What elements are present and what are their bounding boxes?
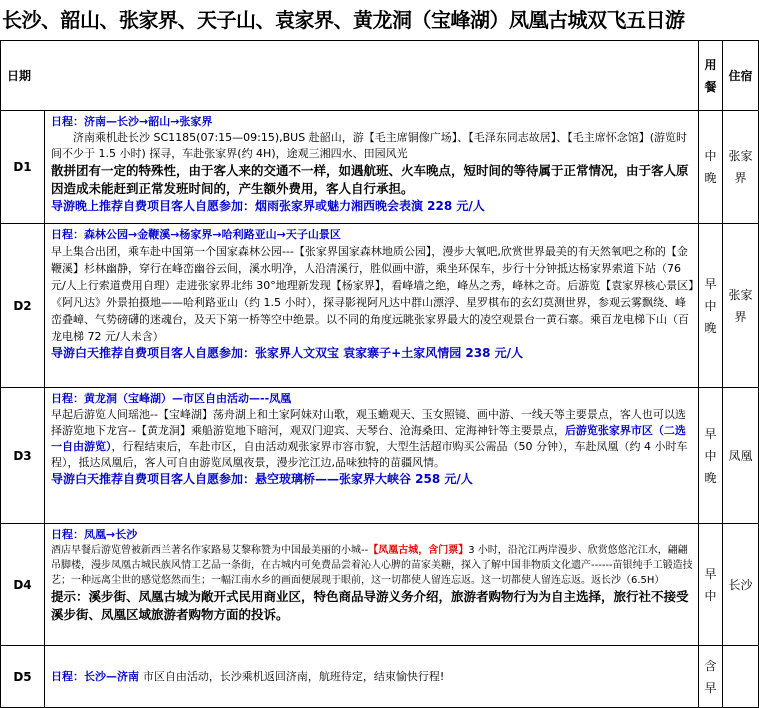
meal-cell: 含早 bbox=[699, 646, 723, 708]
stay-cell bbox=[723, 646, 759, 708]
day-content bbox=[45, 524, 699, 646]
day-label: D1 bbox=[1, 111, 45, 224]
description-main: 酒店早餐后游览曾被新西兰著名作家路易艾黎称赞为中国最美丽的小城-- bbox=[51, 545, 369, 556]
day-row-3 bbox=[1, 388, 759, 524]
recommendation: 导游白天推荐自费项目客人自愿参加：悬空玻璃桥——张家界大峡谷 258 元/人 bbox=[51, 472, 473, 486]
day-content bbox=[45, 111, 699, 224]
day-label: D2 bbox=[1, 224, 45, 388]
day-row-5 bbox=[1, 646, 759, 708]
route-line: 日程：长沙—济南 bbox=[51, 670, 139, 683]
day-row-4 bbox=[1, 524, 759, 646]
page-title: 长沙、韶山、张家界、天子山、袁家界、黄龙洞（宝峰湖）凤凰古城双飞五日游 bbox=[2, 8, 685, 32]
header-date: 日期 bbox=[1, 41, 699, 111]
day-row-2 bbox=[1, 224, 759, 388]
tip-text: 提示：溪步街、凤凰古城为敞开式民用商业区，特色商品导游义务介绍，旅游者购物行为为自主选择，旅行社不接受溪步街、凤凰区域旅游者购物方面的投诉。 bbox=[51, 589, 689, 622]
meal-cell: 中晚 bbox=[699, 111, 723, 224]
header-meal: 用餐 bbox=[699, 41, 723, 111]
route-line: 日程：济南—长沙→韶山→张家界 bbox=[51, 115, 213, 128]
description-highlight: 【凤凰古城，含门票】 bbox=[368, 545, 469, 556]
day-label: D5 bbox=[1, 646, 45, 708]
description: 早上集合出团，乘车赴中国第一个国家森林公园---【张家界国家森林地质公园】，漫步大氧吧,欣赏世界最美的有天然氧吧之称的【金鞭溪】杉林幽静，穿行在峰峦幽谷云间，溪水明净，人沿清溪行，胜似画中游，乘坐环保车，步行十分钟抵达杨家界索道下站（76 元/人上行索道费用自理）走进张家界北纬 30°地理新发现【杨家界】，看峰墙之绝，峰丛之秀，峰林之奇。后游览【袁家界核心景区】《阿凡达》外景拍摄地——哈利路亚山（约 1.5 小时），探寻影视阿凡达中群山漂浮、星罗棋布的玄幻莫测世界，参观云雾飘绕、峰峦叠嶂、气势磅礴的迷魂台，及天下第一桥等空中绝景。以不同的角度远眺张家界最大的凌空观景台一黄石寨。乘百龙电梯下山（百龙电梯 72 元/人未含） bbox=[51, 245, 694, 343]
itinerary-table bbox=[0, 40, 759, 708]
day-content bbox=[45, 224, 699, 388]
description-tail: ，行程结束后，车赴市区，自由活动观张家界市容市貌，大型生活超市购买公需品（50 分钟），车赴凤凰（约 4 小时车程），抵达凤凰后，客人可自由游览凤凰夜景，漫步沱江边,品味独特的苗疆风情。 bbox=[51, 440, 688, 469]
stay-cell: 张家界 bbox=[723, 224, 759, 388]
description bbox=[51, 407, 694, 471]
recommendation: 导游白天推荐自费项目客人自愿参加：张家界人文双宝 袁家寨子+土家风情园 238 元/人 bbox=[51, 346, 524, 360]
description bbox=[51, 543, 694, 588]
day-content bbox=[45, 646, 699, 708]
description-highlight: 后游览张家界市区（二选一自由游览） bbox=[51, 424, 686, 453]
route-line: 日程：森林公园→金鞭溪→杨家界→哈利路亚山→天子山景区 bbox=[51, 228, 341, 241]
day-content bbox=[45, 388, 699, 524]
description-main: 早起后游览人间瑶池--【宝峰湖】荡舟湖上和土家阿妹对山歌，观玉蟾观天、玉女照镜、画中游、一线天等主要景点，客人也可以选择游览地下龙宫--【黄龙洞】乘船游览地下暗河，观双门迎宾、天琴台、沧海桑田、定海神针等主要景点， bbox=[51, 408, 686, 437]
description: 济南乘机赴长沙 SC1185(07:15—09:15),BUS 赴韶山，游【毛主席铜像广场】、【毛泽东同志故居】、【毛主席怀念馆】(游览时间不少于 1.5 小时) 探寻，车赴张家界(约 4H)，途观三湘四水、田园风光 bbox=[51, 131, 687, 160]
route-line: 日程：凤凰→长沙 bbox=[51, 528, 138, 541]
stay-cell: 长沙 bbox=[723, 524, 759, 646]
notice-text: 散拼团有一定的特殊性，由于客人来的交通不一样，如遇航班、火车晚点，短时间的等待属于正常情况，由于客人原因造成未能赶到正常发班时间的，产生额外费用，客人自行承担。 bbox=[51, 163, 689, 196]
meal-cell: 早中 bbox=[699, 524, 723, 646]
day-label: D3 bbox=[1, 388, 45, 524]
recommendation: 导游晚上推荐自费项目客人自愿参加：烟雨张家界或魅力湘西晚会表演 228 元/人 bbox=[51, 199, 485, 213]
meal-cell: 早中晚 bbox=[699, 224, 723, 388]
meal-cell: 早中晚 bbox=[699, 388, 723, 524]
stay-cell: 张家界 bbox=[723, 111, 759, 224]
day-row-1 bbox=[1, 111, 759, 224]
description-tail: 3 小时，沿沱江两岸漫步、欣赏悠悠沱江水，翩翩吊脚楼，漫步凤凰古城民族风情工艺品一条街，在古城内可免费品尝着沁人心脾的苗家美糖，探入了解中国非物质文化遗产------苗银纯手工锻造技艺；一种远离尘世的感觉悠然而生；一幅江南水乡的画面便展现于眼前，这一切都使人留连忘返。这一切都使人留连忘返。返长沙（6.5H） bbox=[51, 545, 693, 586]
description: 市区自由活动，长沙乘机返回济南，航班待定，结束愉快行程! bbox=[142, 670, 445, 683]
header-row bbox=[1, 41, 759, 111]
stay-cell: 凤凰 bbox=[723, 388, 759, 524]
header-stay: 住宿 bbox=[723, 41, 759, 111]
route-line: 日程：黄龙洞（宝峰湖）—市区自由活动—--凤凰 bbox=[51, 392, 292, 405]
day-label: D4 bbox=[1, 524, 45, 646]
